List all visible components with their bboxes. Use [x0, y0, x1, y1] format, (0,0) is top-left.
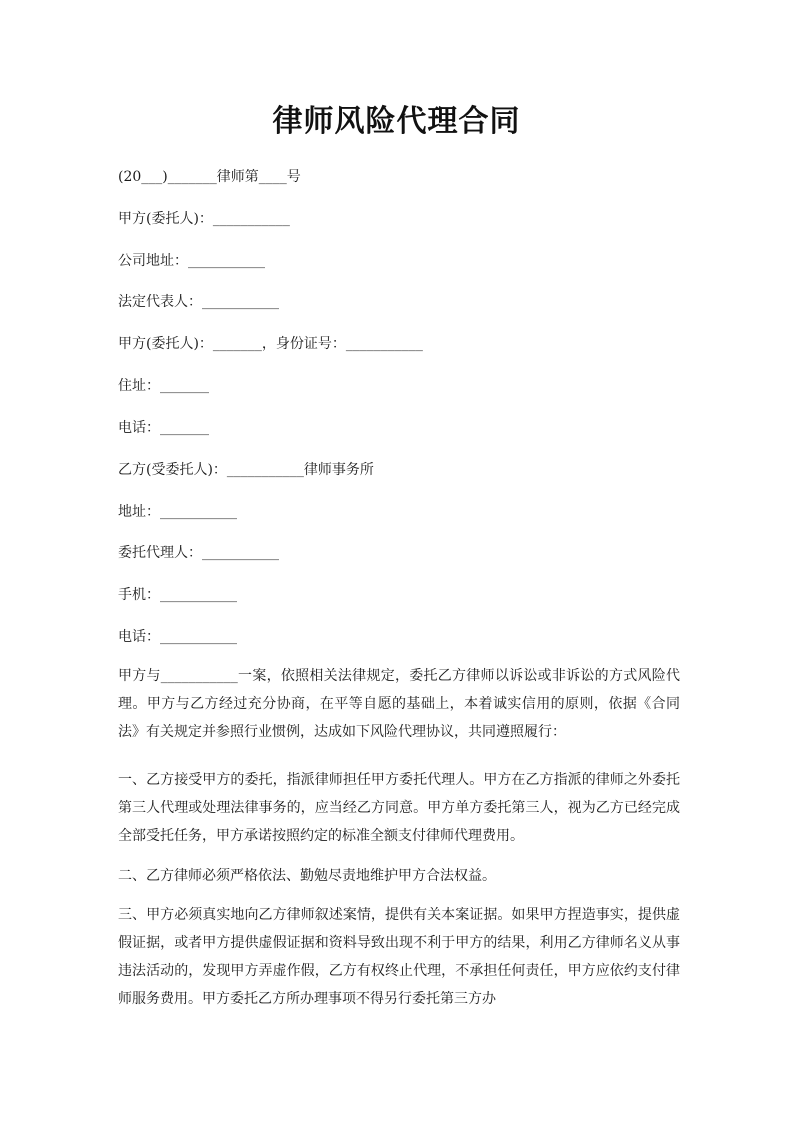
legal-representative-field: 法定代表人：___________: [118, 294, 279, 310]
authorized-agent-field: 委托代理人：___________: [118, 545, 279, 561]
preamble-paragraph: 甲方与___________一案，依照相关法律规定，委托乙方律师以诉讼或非诉讼的方式风险代理。甲方与乙方经过充分协商，在平等自愿的基础上，本着诚实信用的原则，依据《合同法》有关规定并参照行业惯例，达成如下风险代理协议，共同遵照履行：: [118, 668, 680, 740]
party-a-address-field: 住址：_______: [118, 378, 209, 394]
party-a-phone-field: 电话：_______: [118, 420, 209, 436]
clause-3-paragraph: 三、甲方必须真实地向乙方律师叙述案情，提供有关本案证据。如果甲方捏造事实，提供虚假证据，或者甲方提供虚假证据和资料导致出现不利于甲方的结果，利用乙方律师名义从事违法活动的，发现甲方弄虚作假，乙方有权终止代理，不承担任何责任，甲方应依约支付律师服务费用。甲方委托乙方所办理事项不得另行委托第三方办: [118, 907, 680, 1007]
mobile-field: 手机：___________: [118, 587, 237, 603]
document-title: 律师风险代理合同: [272, 104, 521, 139]
party-b-firm-field: 乙方(受委托人)：___________律师事务所: [118, 462, 374, 478]
party-a-client-field: 甲方(委托人)：___________: [118, 211, 290, 227]
clause-2-paragraph: 二、乙方律师必须严格依法、勤勉尽责地维护甲方合法权益。: [118, 868, 496, 884]
company-address-field: 公司地址：___________: [118, 253, 265, 269]
party-b-address-field: 地址：___________: [118, 504, 237, 520]
contract-number-field: (20___)_______律师第____号: [118, 169, 301, 185]
party-b-phone-field: 电话：___________: [118, 629, 237, 645]
party-a-id-field: 甲方(委托人)：_______，身份证号：___________: [118, 336, 423, 352]
clause-1-paragraph: 一、乙方接受甲方的委托，指派律师担任甲方委托代理人。甲方在乙方指派的律师之外委托第三人代理或处理法律事务的，应当经乙方同意。甲方单方委托第三人，视为乙方已经完成全部受托任务，甲方承诺按照约定的标准全额支付律师代理费用。: [118, 772, 680, 844]
